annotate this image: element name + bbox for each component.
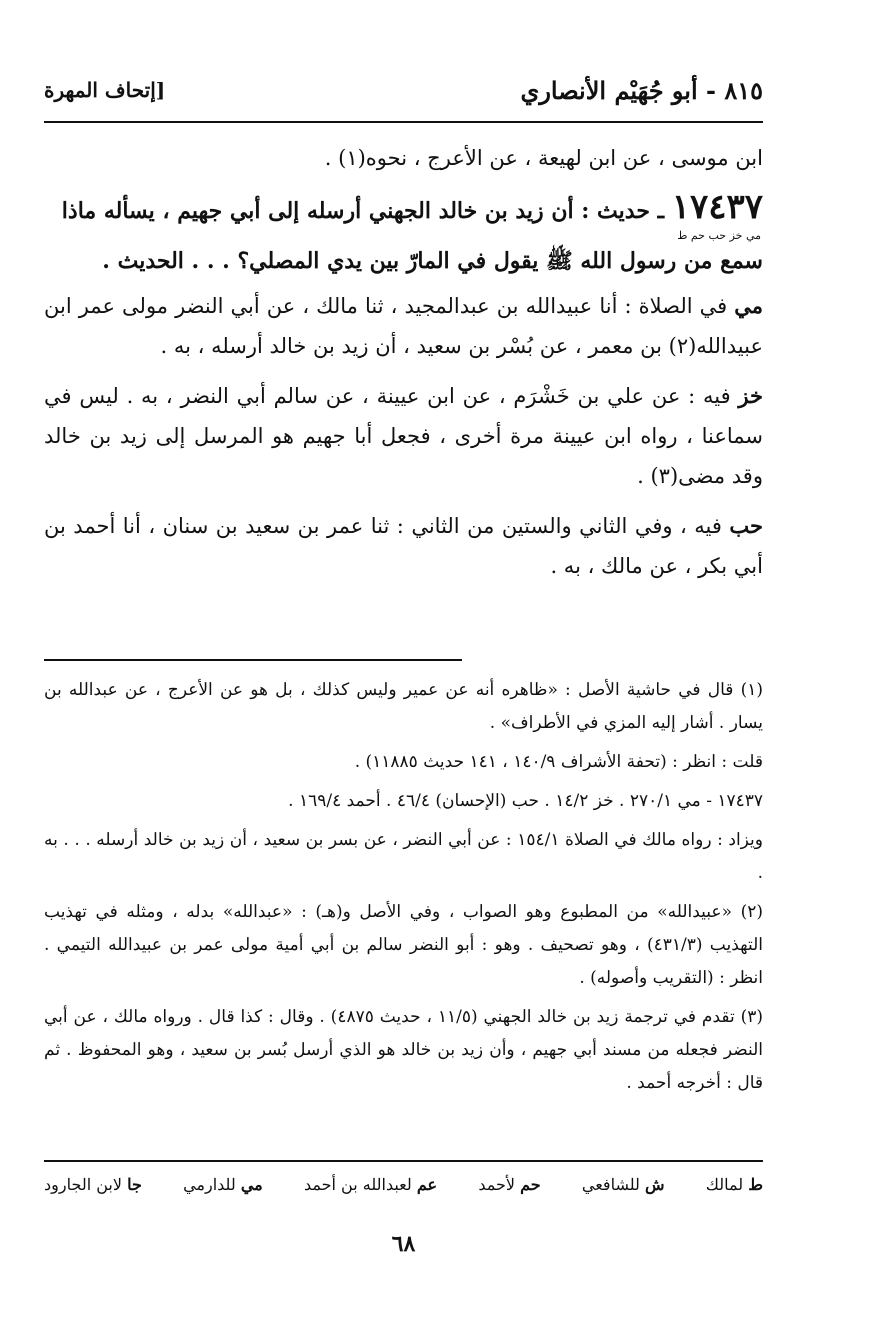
footnote: ١٧٤٣٧ - مي ٢٧٠/١ . خز ١٤/٢ . حب (الإحسان) ٤٦/٤ . أحمد ١٦٩/٤ . (288, 791, 763, 811)
legend-key: حم (520, 1175, 541, 1194)
footnote-rule (44, 659, 462, 661)
hadith-line-2: سمع من رسول الله ﷺ يقول في المارّ بين يدي المصلي؟ . . . الحديث . (102, 248, 763, 274)
legend-label: لأحمد (478, 1175, 521, 1194)
paragraph-ibn-khuzayma (44, 376, 763, 496)
paragraph-ibn-hibban (44, 506, 763, 586)
page-header (44, 70, 763, 110)
chapter-title: ٨١٥ - أبو جُهَيْم الأنصاري (520, 75, 763, 105)
paragraph-text: في الصلاة : أنا عبيدالله بن عبدالمجيد ، ثنا مالك ، عن أبي النضر مولى عمر ابن عبيدالله(٢) بن معمر ، عن بُسْر بن سعيد ، أن زيد بن خالد أرسله ، به . (44, 294, 763, 358)
footnote: قلت : انظر : (تحفة الأشراف ١٤٠/٩ ، ١٤١ حديث ١١٨٨٥) . (354, 752, 763, 772)
legend-rule (44, 1160, 763, 1162)
footnotes (44, 674, 763, 1106)
legend-item (582, 1170, 665, 1200)
footnote: (١) قال في حاشية الأصل : «ظاهره أنه عن عمير وليس كذلك ، بل هو عن الأعرج ، عن عبدالله بن يسار . أشار إليه المزي في الأطراف» . (44, 680, 763, 733)
footnote: ويزاد : رواه مالك في الصلاة ١٥٤/١ : عن أبي النضر ، عن بسر بن سعيد ، أن زيد بن خالد أرسله . . . به . (44, 830, 763, 883)
legend-key: مي (240, 1175, 263, 1194)
main-text (44, 138, 763, 596)
hadith-head-text: ـ حديث : أن زيد بن خالد الجهني أرسله إلى أبي جهيم ، يسأله ماذا (61, 198, 672, 224)
legend-item (304, 1170, 437, 1200)
book-title: [إتحاف المهرة (44, 78, 166, 102)
paragraph-text: فيه : عن علي بن خَشْرَم ، عن ابن عيينة ، عن سالم أبي النضر ، به . ليس في سماعنا ، رواه ابن عيينة مرة أخرى ، فجعل أبا جهيم هو المرسل إلى زيد بن خالد وقد مضى(٣) . (44, 384, 763, 488)
hadith-heading (44, 188, 763, 280)
paragraph-darimi (44, 286, 763, 366)
source-codes: مي خز حب حم ط (677, 229, 761, 242)
continuation-line: ابن موسى ، عن ابن لهيعة ، عن الأعرج ، نحوه(١) . (324, 146, 763, 170)
legend-label: لعبدالله بن أحمد (303, 1175, 417, 1194)
legend-label: لمالك (705, 1175, 749, 1194)
legend-key: عم (416, 1175, 438, 1194)
legend-item (706, 1170, 763, 1200)
legend-item (183, 1170, 263, 1200)
legend-label: لابن الجارود (44, 1175, 128, 1194)
siglum: مي (734, 293, 763, 318)
abbreviation-legend (44, 1170, 763, 1200)
paragraph-text: فيه ، وفي الثاني والستين من الثاني : ثنا عمر بن سعيد بن سنان ، أنا أحمد بن أبي بكر ، عن مالك ، به . (44, 514, 763, 578)
legend-item (478, 1170, 540, 1200)
legend-label: للشافعي (581, 1175, 645, 1194)
siglum: خز (738, 383, 763, 408)
siglum: حب (729, 513, 763, 538)
footnote: (٢) «عبيدالله» من المطبوع وهو الصواب ، وفي الأصل و(هـ) : «عبدالله» بدله ، ومثله في تهذيب التهذيب (٤٣١/٣) ، وهو تصحيف . وهو : أبو النضر سالم بن أبي أمية مولى عمر بن عبيدالله التيمي . انظر : (التقريب وأصوله) . (44, 902, 763, 988)
page-number: ٦٨ (391, 1231, 416, 1257)
legend-label: للدارمي (183, 1175, 241, 1194)
legend-key: ش (644, 1175, 665, 1194)
document-page (44, 0, 763, 1317)
legend-key: ط (748, 1175, 763, 1194)
hadith-number: ١٧٤٣٧ (671, 187, 763, 227)
legend-item (44, 1170, 142, 1200)
legend-key: جا (127, 1175, 142, 1194)
header-rule (44, 121, 763, 123)
footnote: (٣) تقدم في ترجمة زيد بن خالد الجهني (١١/٥ ، حديث ٤٨٧٥) . وقال : كذا قال . ورواه مالك ، عن أبي النضر فجعله من مسند أبي جهيم ، وأن زيد بن خالد هو الذي أرسل بُسر بن سعيد ، وهو المحفوظ . ثم قال : أخرجه أحمد . (44, 1007, 764, 1093)
